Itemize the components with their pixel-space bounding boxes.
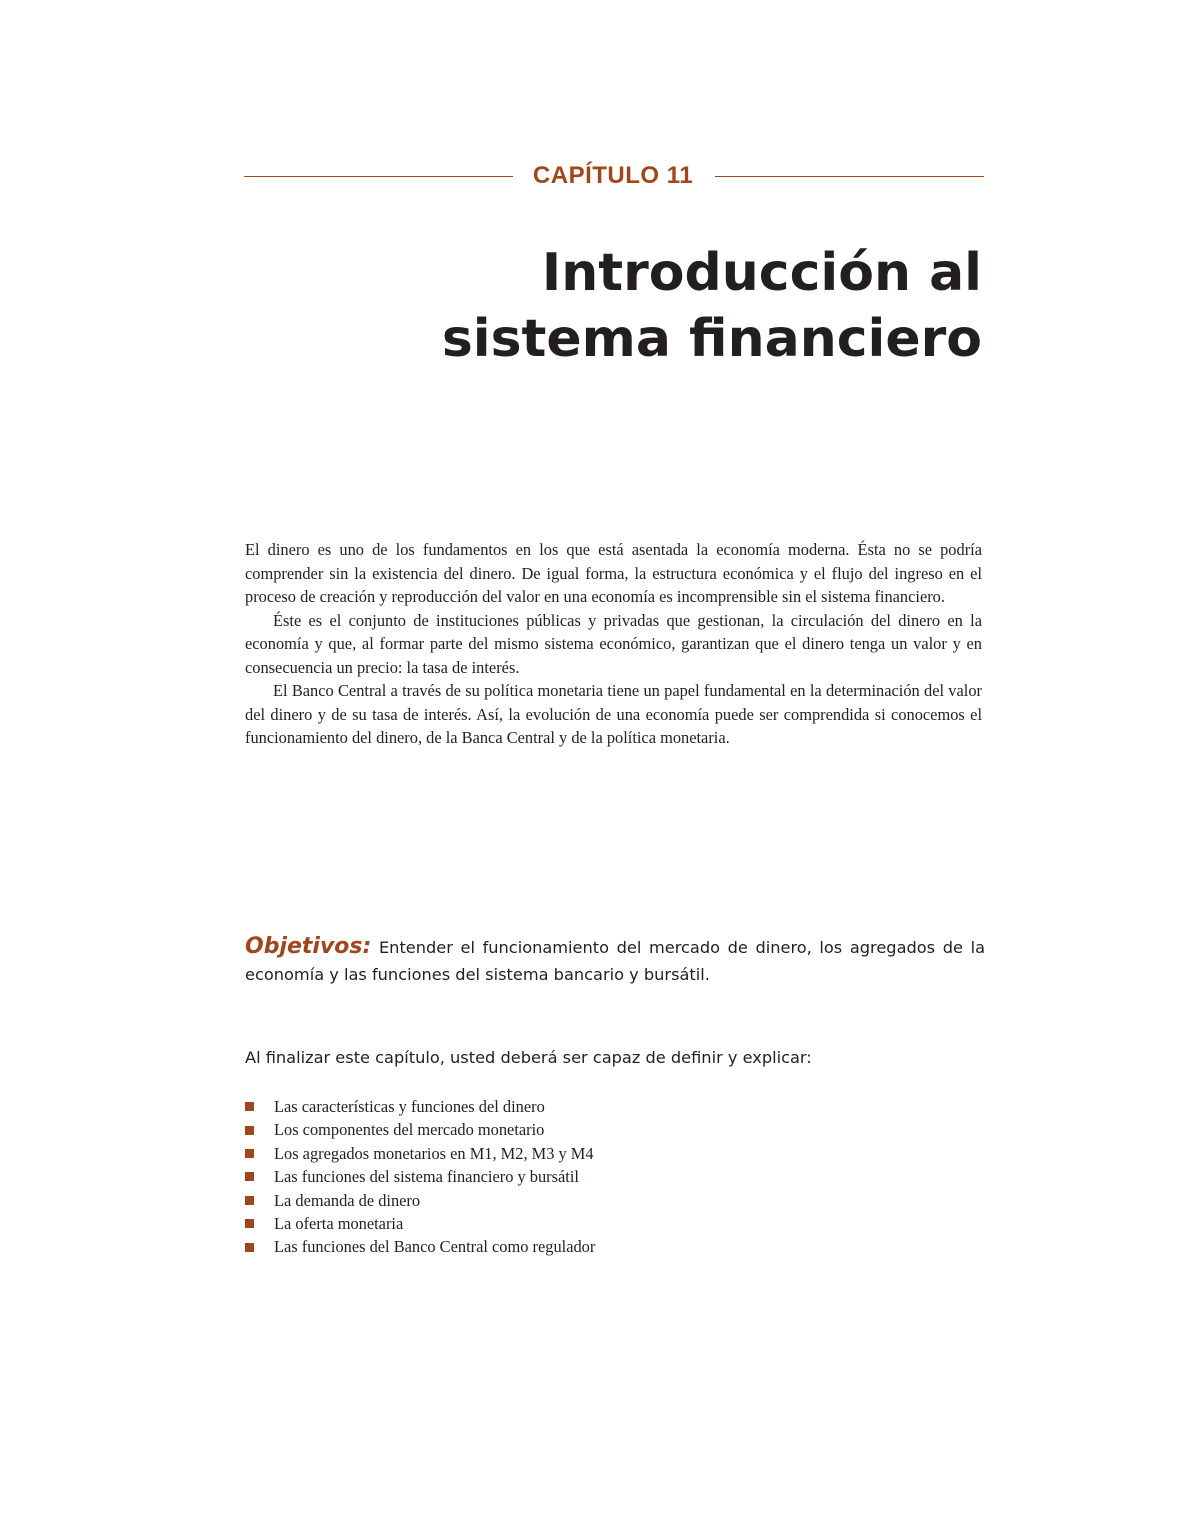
- chapter-title-line-2: sistema financiero: [441, 309, 982, 369]
- objectives-text: Entender el funcionamiento del mercado de dinero, los agregados de la economía y las funciones del sistema bancario y bursátil.: [245, 938, 985, 984]
- chapter-label: CAPÍTULO 11: [532, 162, 694, 189]
- chapter-title: [282, 240, 982, 372]
- list-item-text: Las funciones del sistema financiero y bursátil: [274, 1167, 579, 1187]
- square-bullet-icon: [245, 1172, 254, 1181]
- list-item-text: La demanda de dinero: [274, 1190, 421, 1210]
- list-item: [245, 1095, 845, 1118]
- objectives-block: [245, 933, 985, 988]
- objectives-label: Objetivos:: [245, 934, 372, 959]
- square-bullet-icon: [245, 1219, 254, 1228]
- list-item: [245, 1212, 845, 1235]
- intro-paragraph: Éste es el conjunto de instituciones públicas y privadas que gestionan, la circulación del dinero en la economía y que, al formar parte del mismo sistema económico, garantizan que el dinero tenga un valor y en consecuencia un precio: la tasa de interés.: [245, 610, 982, 677]
- square-bullet-icon: [245, 1243, 254, 1252]
- chapter-header: [244, 158, 984, 194]
- list-item-text: Las funciones del Banco Central como regulador: [274, 1237, 596, 1257]
- intro-paragraph: El Banco Central a través de su política monetaria tiene un papel fundamental en la determinación del valor del dinero y de su tasa de interés. Así, la evolución de una economía puede ser comprendida si conocemos el funcionamiento del dinero, de la Banca Central y de la política monetaria.: [245, 681, 982, 747]
- chapter-rule-left: [244, 176, 513, 177]
- intro-text: [245, 538, 982, 750]
- list-item-text: Los componentes del mercado monetario: [274, 1120, 545, 1140]
- chapter-title-line-1: Introducción al: [541, 243, 982, 303]
- list-item: [245, 1189, 845, 1212]
- list-item: [245, 1235, 845, 1258]
- learning-outcomes-list: [245, 1095, 845, 1259]
- list-item: [245, 1142, 845, 1165]
- chapter-rule-right: [715, 176, 984, 177]
- list-item-text: Los agregados monetarios en M1, M2, M3 y M4: [274, 1143, 594, 1163]
- intro-paragraph: El dinero es uno de los fundamentos en los que está asentada la economía moderna. Ésta no se podría comprender sin la existencia del dinero. De igual forma, la estructura económica y el flujo del ingreso en el proceso de creación y reproducción del valor en una economía es incomprensible sin el sistema financiero.: [245, 540, 982, 606]
- list-item: [245, 1165, 845, 1188]
- learning-outcomes-lead: Al finalizar este capítulo, usted deberá ser capaz de definir y explicar:: [245, 1048, 812, 1067]
- square-bullet-icon: [245, 1126, 254, 1135]
- list-item: [245, 1118, 845, 1141]
- square-bullet-icon: [245, 1149, 254, 1158]
- square-bullet-icon: [245, 1102, 254, 1111]
- list-item-text: La oferta monetaria: [274, 1214, 404, 1234]
- square-bullet-icon: [245, 1196, 254, 1205]
- list-item-text: Las características y funciones del dinero: [274, 1097, 545, 1116]
